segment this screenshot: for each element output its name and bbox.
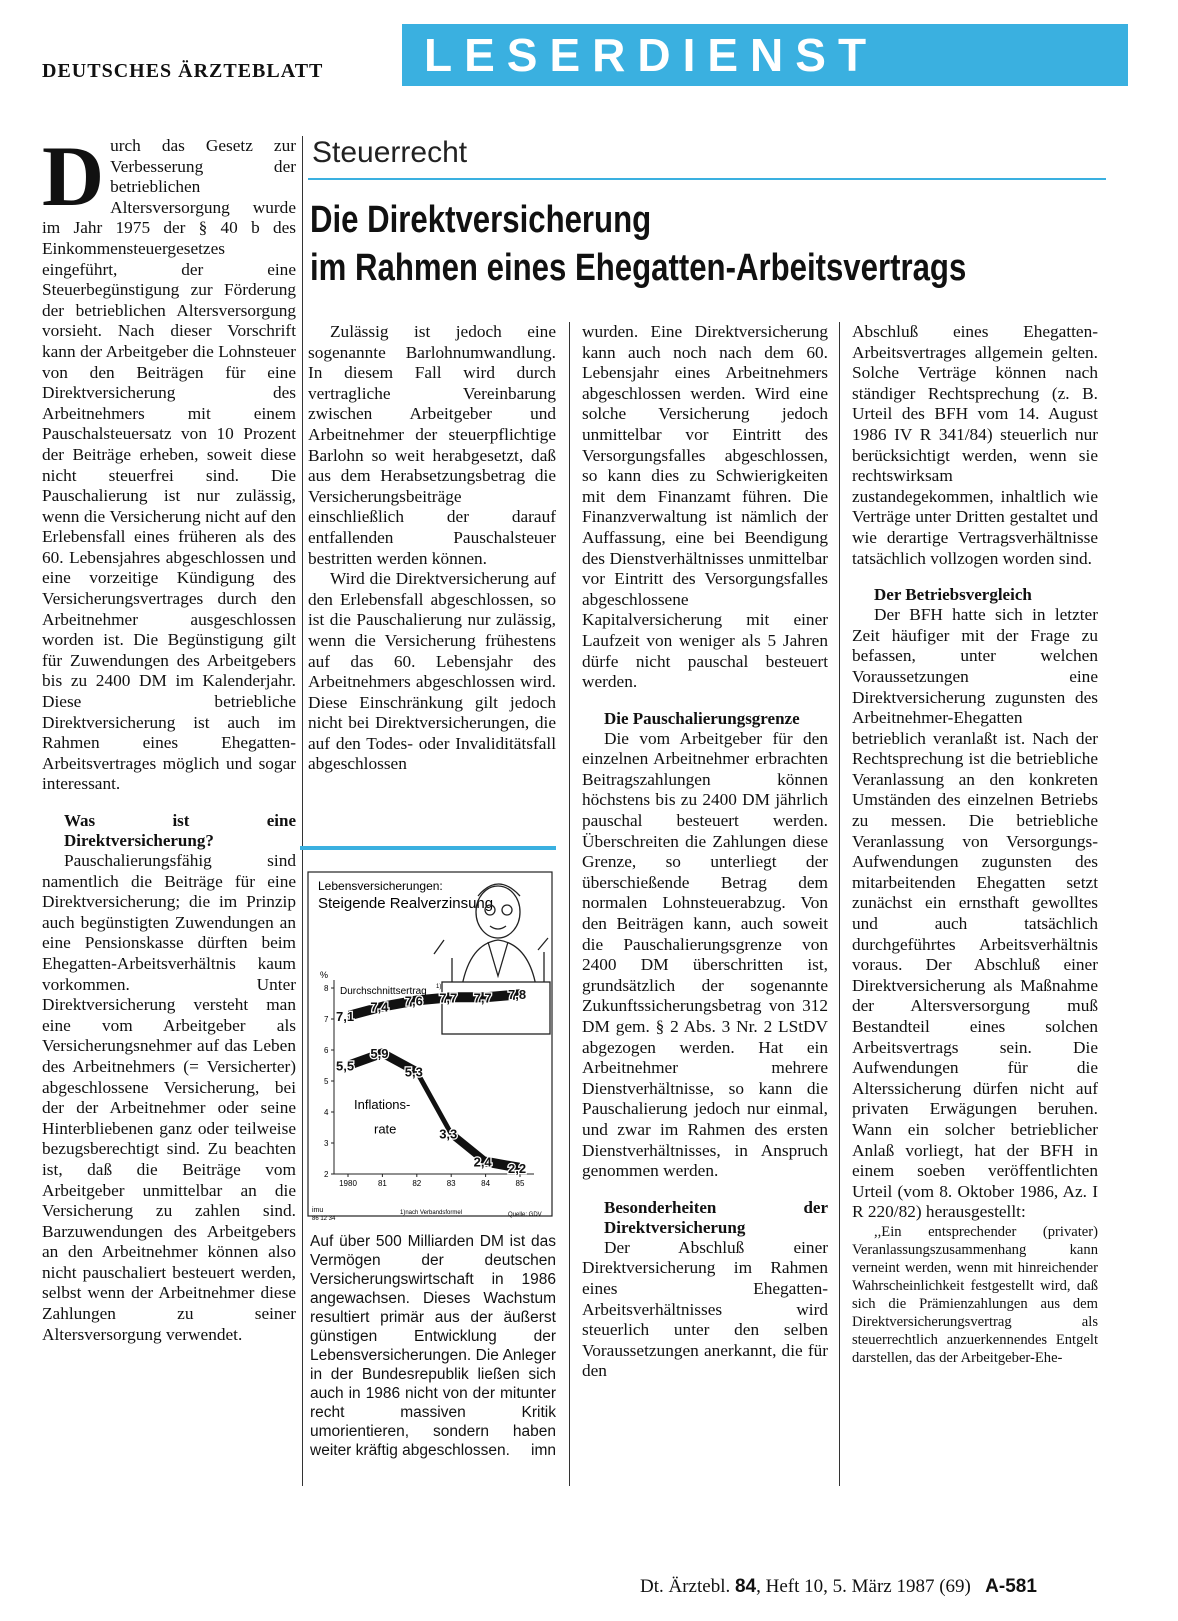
series-label-inflation-1: Inflations-: [354, 1096, 411, 1112]
headline-line-2: im Rahmen eines Ehegatten-Arbeitsvertrags: [310, 247, 967, 289]
article-headline: [310, 196, 966, 292]
x-tick-label: 83: [446, 1179, 456, 1188]
paragraph: Der BFH hatte sich in letzter Zeit häufiger mit der Frage zu befassen, unter welchen Voraussetzungen eine Direktversicherung zugunsten des Arbeitnehmer-Ehegatten betrieblich veranlaßt ist. Nach der Rechtsprechung ist die betriebliche Veranlassung an den konkreten Umständen des einzelnen Betriebs zu messen. Die betriebliche Veranlassung von Versorgungs-Aufwendungen zugunsten des mitarbeitenden Ehegatten setzt zunächst ein ernsthaft gewolltes und auch tatsächlich durchgeführtes Arbeitsverhältnis voraus. Der Abschluß einer Direktversicherung als Maßnahme der Altersversorgung muß Bestandteil eines solchen Arbeitsvertrags sein. Die Aufwendungen für die Alterssicherung dürfen nicht auf privaten Erwägungen beruhen. Wann ein solcher betrieblicher Anlaß vorliegt, hat der BFH in einem soeben veröffentlichten Urteil (vom 8. Oktober 1986, Az. I R 220/82) herausgestellt:: [852, 605, 1098, 1222]
data-label: 5,3: [404, 1064, 423, 1080]
data-label: 5,5: [336, 1058, 355, 1074]
footer-citation: Dt. Ärztebl.: [640, 1576, 731, 1597]
column-rule-3: [839, 322, 840, 1486]
x-tick-label: 82: [412, 1179, 422, 1188]
drop-cap: D: [42, 128, 105, 224]
paragraph: Abschluß eines Ehegatten-Arbeitsvertrages allgemein gelten. Solche Verträge können nach ständiger Rechtsprechung (z. B. Urteil des BFH vom 14. August 1986 IV R 341/84) steuerlich nur berücksichtigt werden, wenn sie rechtswirksam zustandegekommen, inhaltlich wie Verträge unter Dritten gestaltet und wie derartige Vertragsverhältnisse tatsächlich vollzogen worden sind.: [852, 322, 1098, 568]
data-label: 7,4: [370, 999, 389, 1015]
series-label-inflation-2: rate: [374, 1121, 397, 1137]
chart-source: Quelle: GDV: [508, 1212, 542, 1218]
x-tick-label: 81: [377, 1179, 387, 1188]
paragraph: Zulässig ist jedoch eine sogenannte Barlohnumwandlung. In diesem Fall wird durch vertragliche Vereinbarung zwischen Arbeitgeber und Arbeitnehmer der steuerpflichtige Barlohn so weit herabgesetzt, daß aus dem Herabsetzungsbetrag die Versicherungsbeiträge einschließlich der darauf entfallenden Pauschalsteuer bestritten werden können.: [308, 322, 556, 568]
subheading: Die Pauschalierungsgrenze: [604, 708, 800, 728]
article-column-4: [852, 322, 1098, 1367]
kicker-rule: [308, 178, 1106, 180]
chart-footnote: 1)nach Verbandsformel: [400, 1210, 463, 1216]
series-label-footnote-mark: 1): [436, 983, 442, 990]
chart-top-rule: [300, 846, 556, 850]
data-label: 7,8: [508, 987, 527, 1003]
subheading: Der Betriebsvergleich: [874, 585, 1032, 605]
article-column-3: [582, 322, 828, 1382]
chart-figure: [302, 866, 554, 1226]
x-tick-label: 84: [481, 1179, 491, 1188]
subheading: Was ist eine Direktversicherung?: [64, 811, 296, 850]
chart-code-1: imu: [312, 1207, 324, 1214]
paragraph: wurden. Eine Direktversicherung kann auch noch nach dem 60. Lebensjahr eines Arbeitnehmers abgeschlossen werden. Wird eine solche Versicherung jedoch unmittelbar vor Eintritt des Versorgungsfalles abgeschlossen, so kann dies zu Schwierigkeiten mit dem Finanzamt führen. Die Finanzverwaltung ist nämlich der Auffassung, eine bei Beendigung des Dienstverhältnisses unmittelbar vor Eintritt des Versorgungsfalles abgeschlossene Kapitalversicherung mit einer Laufzeit von weniger als 5 Jahren dürfe nicht pauschal besteuert werden.: [582, 322, 828, 692]
subheading: Besonderheiten der Direktversicherung: [604, 1197, 828, 1237]
article-column-2: [308, 322, 556, 775]
footer-volume: 84: [734, 1576, 757, 1597]
headline-line-1: Die Direktversicherung: [310, 199, 652, 241]
y-tick-label: 2: [324, 1170, 329, 1179]
y-tick-label: 8: [324, 984, 329, 993]
paragraph: Wird die Direktversicherung auf den Erlebensfall abgeschlossen, so ist die Pauschalierung nur zulässig, wenn die Versicherung frühestens auf das 60. Lebensjahr des Arbeitnehmers abgeschlossen wird. Diese Einschränkung gilt jedoch nicht bei Direktversicherungen, die auf den Todes- oder Invaliditätsfall abgeschlossen: [308, 569, 556, 774]
page-footer: [640, 1576, 1037, 1598]
x-tick-label: 1980: [339, 1179, 357, 1188]
footer-page: A-581: [985, 1576, 1037, 1597]
data-label: 7,7: [439, 990, 458, 1006]
article-column-1: [42, 128, 296, 1345]
caption-author: imn: [531, 1442, 556, 1459]
chart-svg: [302, 866, 554, 1226]
chart-title: Lebensversicherungen:: [318, 879, 443, 893]
court-quote: ,,Ein entsprechender (privater) Veranlassungszusammenhang kann verneint werden, wenn mit hinreichender Wahrscheinlichkeit festgestellt wird, daß sich die Prämienzahlungen aus dem Direktversicherungsvertrag als steuerrechtlich anzuerkennendes Entgelt darstellen, das der Arbeitgeber-Ehe-: [852, 1223, 1098, 1366]
y-tick-label: 3: [324, 1139, 329, 1148]
chart-subtitle-line: Steigende Realverzinsung: [318, 895, 494, 912]
data-label: 7,6: [404, 993, 423, 1009]
chart-code-2: 86 12 34: [312, 1216, 336, 1222]
paragraph: Die vom Arbeitgeber für den einzelnen Arbeitnehmer erbrachten Beitragszahlungen können höchstens bis zu 2400 DM jährlich pauschal besteuert werden. Überschreiten die Zahlungen diese Grenze, so unterliegt der überschießende Betrag dem normalen Lohnsteuerabzug. Von den Beiträgen kann, auch soweit die Pauschalierungsgrenze von 2400 DM überschritten ist, grundsätzlich der sogenannte Zukunftssicherungsbetrag von 312 DM gem. § 2 Abs. 3 Nr. 2 LStDV abgezogen werden. Hat ein Arbeitnehmer mehrere Dienstverhältnisse, so kann die Pauschalierung jedoch nur einmal, und zwar im Rahmen des ersten Dienstverhältnisses, in Anspruch genommen werden.: [582, 728, 828, 1181]
footer-issue: , Heft 10, 5. März 1987 (69): [756, 1576, 971, 1597]
y-tick-label: 6: [324, 1046, 329, 1055]
y-tick-label: 7: [324, 1015, 329, 1024]
y-tick-label: 4: [324, 1108, 329, 1117]
article-kicker: Steuerrecht: [312, 136, 468, 169]
data-label: 3,3: [439, 1126, 458, 1142]
column-rule-1: [302, 136, 303, 1486]
series-label-durchschnittsertrag: Durchschnittsertrag: [340, 985, 427, 997]
paragraph: Der Abschluß einer Direktversicherung im Rahmen eines Ehegatten-Arbeitsverhältnisses wird steuerlich unter den selben Voraussetzungen anerkannt, die für den: [582, 1237, 828, 1381]
caption-text: Auf über 500 Milliarden DM ist das Vermögen der deutschen Versicherungswirtschaft in 1986 angewachsen. Dieses Wachstum resultiert primär aus der äußerst günstigen Entwicklung der Lebensversicherungen. Die Anleger in der Bundesrepublik ließen sich auch in 1986 nicht von der mitunter recht massiven Kritik umorientieren, sondern haben weiter kräftig abgeschlossen.: [310, 1233, 556, 1459]
section-banner: [402, 24, 1128, 86]
data-label: 2,4: [473, 1154, 492, 1170]
lead-paragraph: [42, 128, 296, 795]
paragraph: Pauschalierungsfähig sind namentlich die Beiträge für eine Direktversicherung; die im Prinzip auch begünstigten Zuwendungen an eine Pensionskasse dürften beim Ehegatten-Arbeitsverhältnis kaum vorkommen. Unter Direktversicherung versteht man eine vom Arbeitgeber als Versicherungsnehmer auf das Leben des Arbeitnehmers (= Versicherter) abgeschlossene Versicherung, bei der der Arbeitnehmer oder seine Hinterbliebenen ganz oder teilweise bezugsberechtigt sind. Zu beachten ist, daß die Beiträge vom Arbeitgeber unmittelbar an die Versicherung zu zahlen sind. Barzuwendungen des Arbeitgebers an den Arbeitnehmer können also nicht pauschaliert besteuert werden, selbst wenn der Arbeitnehmer diese Zahlungen zu seiner Altersversorgung verwendet.: [42, 851, 296, 1344]
y-axis-unit: %: [320, 970, 329, 980]
publication-name: DEUTSCHES ÄRZTEBLATT: [42, 60, 324, 82]
data-label: 5,9: [370, 1046, 389, 1062]
y-tick-label: 5: [324, 1077, 329, 1086]
x-tick-label: 85: [515, 1179, 525, 1188]
data-label: 7,1: [336, 1008, 355, 1024]
chart-caption: [310, 1232, 556, 1460]
data-label: 2,2: [508, 1160, 527, 1176]
column-rule-2: [569, 322, 570, 1486]
data-label: 7,7: [473, 990, 492, 1006]
lead-text: urch das Gesetz zur Verbesserung der betrieblichen Altersversorgung wurde im Jahr 1975 der § 40 b des Einkommensteuergesetzes eingeführt, der eine Steuerbegünstigung zur Förderung der betrieblichen Altersversorgung vorsieht. Nach dieser Vorschrift kann der Arbeitgeber die Lohnsteuer von den Beiträgen für eine Direktversicherung des Arbeitnehmers mit einem Pauschalsteuersatz von 10 Prozent der Beiträge erheben, soweit diese nicht steuerfrei sind. Die Pauschalierung ist nur zulässig, wenn die Versicherung nicht auf den Erlebensfall eines früheren als des 60. Lebensjahres abgeschlossen und eine vorzeitige Kündigung des Versicherungsvertrages durch den Arbeitnehmer ausgeschlossen worden ist. Die Begünstigung gilt für Zuwendungen des Arbeitgebers bis zu 2400 DM im Kalenderjahr. Diese betriebliche Direktversicherung ist auch im Rahmen eines Ehegatten-Arbeitsvertrages möglich und sogar interessant.: [42, 136, 296, 794]
section-label: LESERDIENST: [424, 29, 879, 81]
